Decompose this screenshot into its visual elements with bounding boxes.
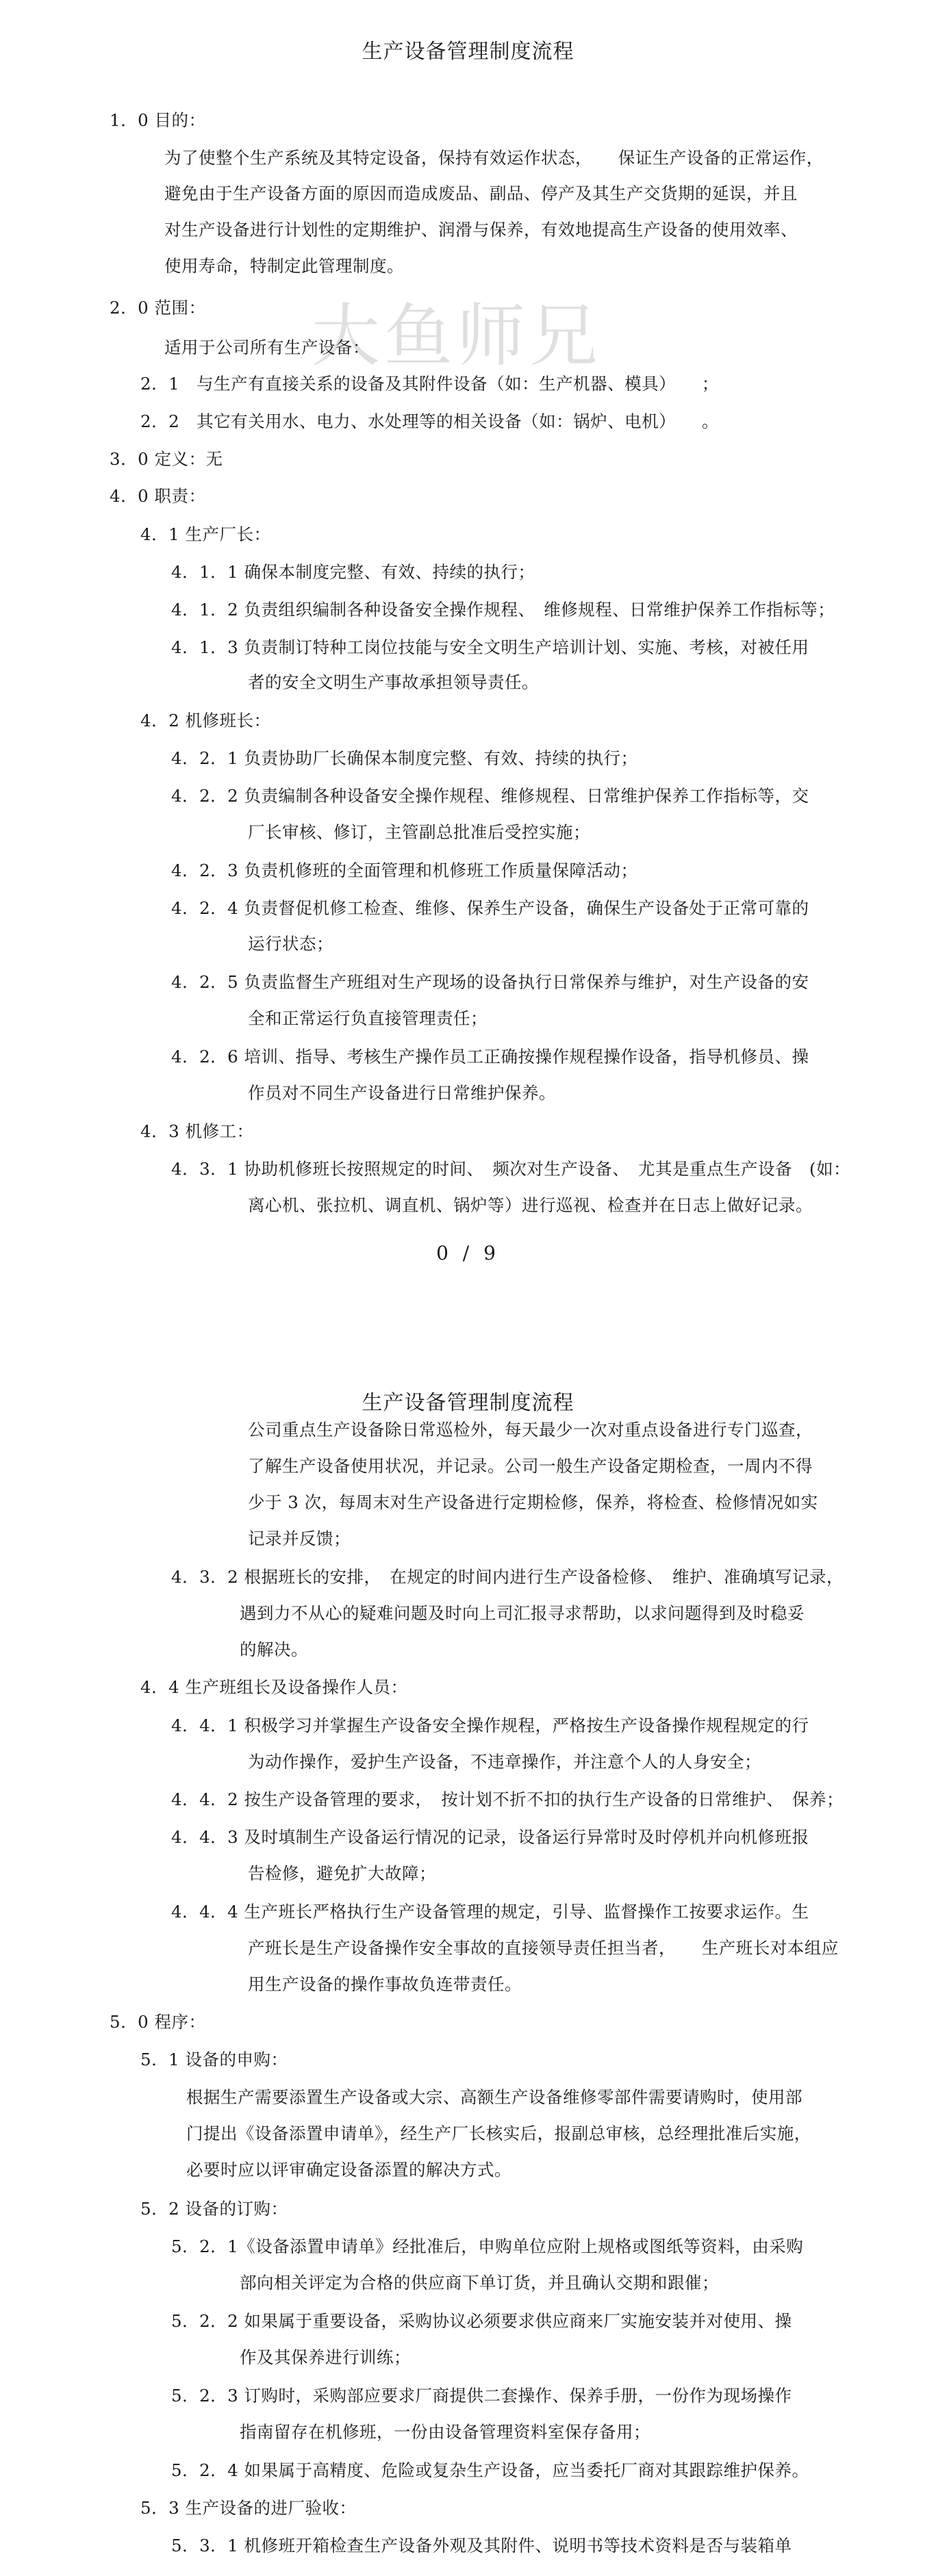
page-title: 生产设备管理制度流程 — [362, 40, 574, 64]
list-item-continuation: 遇到力不从心的疑难问题及时向上司汇报寻求帮助，以求问题得到及时稳妥 — [240, 1603, 805, 1623]
watermark: 大鱼师兄 — [312, 296, 602, 376]
list-item-continuation: 者的安全文明生产事故承担领导责任。 — [248, 672, 539, 692]
paragraph-line: 门提出《设备添置申请单》，经生产厂长核实后，报副总审核，总经理批准后实施， — [186, 2124, 811, 2143]
section-heading: 2．0 范围： — [110, 298, 206, 318]
list-item: 4．2．4 负责督促机修工检查、维修、保养生产设备，确保生产设备处于正常可靠的 — [171, 898, 809, 918]
list-item: 4．4．3 及时填制生产设备运行情况的记录，设备运行异常时及时停机并向机修班报 — [171, 1827, 809, 1847]
list-item: 4．4．4 生产班长严格执行生产设备管理的规定，引导、监督操作工按要求运作。生 — [171, 1902, 809, 1922]
list-item: 4．4．2 按生产设备管理的要求， 按计划不折不扣的执行生产设备的日常维护、 保养； — [171, 1789, 844, 1809]
list-item-continuation: 部向相关评定为合格的供应商下单订货，并且确认交期和跟催； — [240, 2273, 719, 2293]
list-item: 4．1．2 负责组织编制各种设备安全操作规程、 维修规程、日常维护保养工作指标等； — [171, 600, 835, 620]
list-item-continuation: 的解决。 — [240, 1640, 308, 1659]
section-heading: 5．0 程序： — [110, 2012, 206, 2032]
section-heading: 3．0 定义：无 — [110, 449, 223, 469]
list-item-continuation: 离心机、张拉机、调直机、锅炉等）进行巡视、检查并在日志上做好记录。 — [248, 1195, 813, 1215]
list-item: 5．2．2 如果属于重要设备，采购协议必须要求供应商来厂实施安装并对使用、操 — [171, 2311, 792, 2331]
list-item-continuation: 公司重点生产设备除日常巡检外，每天最少一次对重点设备进行专门巡查， — [248, 1420, 813, 1440]
paragraph-line: 使用寿命，特制定此管理制度。 — [164, 256, 404, 276]
list-item-continuation: 为动作操作，爱护生产设备，不违章操作，并注意个人的人身安全； — [248, 1752, 761, 1772]
subsection-heading: 5．2 设备的订购： — [140, 2199, 288, 2219]
list-item: 5．2．3 订购时，采购部应要求厂商提供二套操作、保养手册，一份作为现场操作 — [171, 2386, 792, 2406]
section-heading: 4．0 职责： — [110, 486, 206, 506]
list-item: 2．1 与生产有直接关系的设备及其附件设备（如：生产机器、模具） ； — [140, 374, 719, 394]
paragraph-line: 必要时应以评审确定设备添置的解决方式。 — [186, 2160, 511, 2180]
list-item: 4．3．2 根据班长的安排， 在规定的时间内进行生产设备检修、 维护、准确填写记录， — [171, 1567, 844, 1587]
list-item-continuation: 作员对不同生产设备进行日常维护保养。 — [248, 1083, 556, 1103]
list-item: 5．2．4 如果属于高精度、危险或复杂生产设备，应当委托厂商对其跟踪维护保养。 — [171, 2460, 809, 2480]
list-item-continuation: 用生产设备的操作事故负连带责任。 — [248, 1974, 522, 1994]
list-item-continuation: 运行状态； — [248, 934, 333, 954]
list-item: 4．1．3 负责制订特种工岗位技能与安全文明生产培训计划、实施、考核，对被任用 — [171, 637, 809, 657]
list-item-continuation: 记录并反馈； — [248, 1529, 351, 1548]
subsection-heading: 5．1 设备的申购： — [140, 2050, 288, 2069]
list-item: 4．4．1 积极学习并掌握生产设备安全操作规程，严格按生产设备操作规程规定的行 — [171, 1716, 809, 1735]
paragraph-line: 适用于公司所有生产设备： — [164, 337, 370, 357]
list-item: 2．2 其它有关用水、电力、水处理等的相关设备（如：锅炉、电机） 。 — [140, 411, 719, 431]
list-item: 4．2．5 负责监督生产班组对生产现场的设备执行日常保养与维护，对生产设备的安 — [171, 972, 809, 992]
list-item-continuation: 全和正常运行负直接管理责任； — [248, 1008, 488, 1028]
subsection-heading: 4．3 机修工： — [140, 1121, 254, 1141]
page-number: 0 / 9 — [436, 1242, 500, 1264]
list-item-continuation: 告检修，避免扩大故障； — [248, 1863, 436, 1883]
paragraph-line: 根据生产需要添置生产设备或大宗、高额生产设备维修零部件需要请购时，使用部 — [186, 2087, 802, 2107]
list-item: 4．2．3 负责机修班的全面管理和机修班工作质量保障活动； — [171, 860, 638, 880]
subsection-heading: 4．2 机修班长： — [140, 711, 271, 730]
subsection-heading: 4．1 生产厂长： — [140, 524, 271, 544]
subsection-heading: 4．4 生产班组长及设备操作人员： — [140, 1677, 408, 1697]
list-item: 4．2．1 负责协助厂长确保本制度完整、有效、持续的执行； — [171, 748, 638, 768]
document-page-2 — [0, 1294, 936, 2576]
list-item-continuation: 产班长是生产设备操作安全事故的直接领导责任担当者， 生产班长对本组应 — [248, 1938, 839, 1958]
list-item: 5．2．1《设备添置申请单》经批准后，申购单位应附上规格或图纸等资料，由采购 — [171, 2236, 804, 2256]
list-item: 4．1．1 确保本制度完整、有效、持续的执行； — [171, 562, 535, 582]
subsection-heading: 5．3 生产设备的进厂验收： — [140, 2498, 357, 2518]
paragraph-line: 避免由于生产设备方面的原因而造成废品、副品、停产及其生产交货期的延误，并且 — [164, 183, 798, 203]
paragraph-line: 为了使整个生产系统及其特定设备，保持有效运作状态， 保证生产设备的正常运作， — [164, 148, 824, 168]
list-item: 5．3．1 机修班开箱检查生产设备外观及其附件、说明书等技术资料是否与装箱单 — [171, 2536, 792, 2555]
list-item-continuation: 作及其保养进行训练； — [240, 2347, 411, 2367]
list-item-continuation: 了解生产设备使用状况，并记录。公司一般生产设备定期检查，一周内不得 — [248, 1456, 813, 1476]
list-item-continuation: 少于 3 次，每周末对生产设备进行定期检修，保养，将检查、检修情况如实 — [248, 1492, 818, 1512]
page-title: 生产设备管理制度流程 — [362, 1391, 574, 1415]
list-item-continuation: 厂长审核、修订，主管副总批准后受控实施； — [248, 822, 590, 842]
paragraph-line: 对生产设备进行计划性的定期维护、润滑与保养，有效地提高生产设备的使用效率、 — [164, 220, 798, 240]
list-item: 4．2．6 培训、指导、考核生产操作员工正确按操作规程操作设备，指导机修员、操 — [171, 1047, 809, 1067]
list-item: 4．3．1 协助机修班长按照规定的时间、 频次对生产设备、 尤其是重点生产设备 (如： — [171, 1159, 851, 1179]
section-heading: 1．0 目的： — [110, 110, 206, 130]
list-item: 4．2．2 负责编制各种设备安全操作规程、维修规程、日常维护保养工作指标等，交 — [171, 786, 809, 806]
list-item-continuation: 指南留存在机修班，一份由设备管理资料室保存备用； — [240, 2422, 650, 2442]
